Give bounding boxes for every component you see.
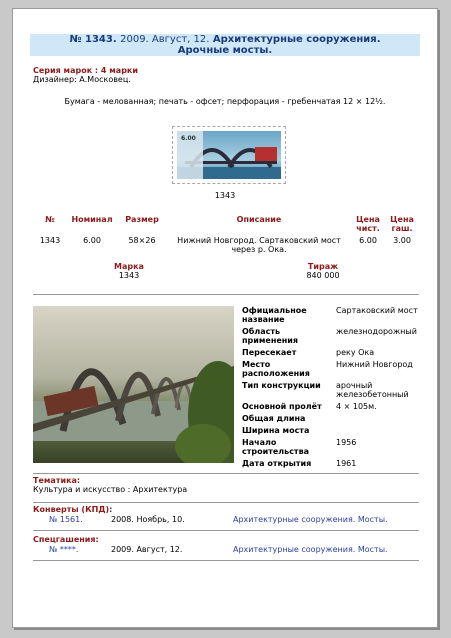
- theme-title: Архитектурные сооружения.: [212, 34, 381, 45]
- konverty-theme[interactable]: Архитектурные сооружения. Мосты.: [233, 515, 388, 524]
- col-price-used: Цена гаш.: [390, 215, 414, 233]
- stamp-denomination: 6.00: [181, 135, 196, 142]
- property-row: Дата открытия 1961: [242, 459, 357, 468]
- special-theme[interactable]: Архитектурные сооружения. Мосты.: [233, 545, 388, 554]
- row-price-used: 3.00: [393, 236, 411, 245]
- properties-table: [242, 306, 422, 471]
- stamp-image: [172, 126, 286, 184]
- row-price-mint: 6.00: [359, 236, 377, 245]
- series-label: Серия марок : 4 марки: [33, 66, 138, 75]
- property-row: Начало строительства 1956: [242, 438, 357, 456]
- divider: [33, 294, 419, 295]
- col-price-mint: Цена чист.: [356, 215, 380, 233]
- special-date: 2009. Август, 12.: [111, 545, 183, 554]
- property-row: Тип конструкции арочный железобетонный: [242, 381, 409, 399]
- property-row: Область применения железнодорожный: [242, 327, 417, 345]
- paper-info: Бумага - мелованная; печать - офсет; перфорация - гребенчатая 12 × 12½.: [64, 97, 386, 106]
- konverty-number[interactable]: № 1561.: [49, 515, 83, 524]
- property-row: Ширина моста: [242, 426, 310, 435]
- property-row: Место расположения Нижний Новгород: [242, 360, 413, 378]
- topic-label: Тематика:: [33, 476, 81, 485]
- col-description: Описание: [236, 215, 282, 224]
- property-row: Пересекает реку Ока: [242, 348, 375, 357]
- divider: [33, 502, 419, 503]
- page-title: [30, 34, 420, 56]
- mark-value: 1343: [118, 271, 140, 280]
- property-row: Официальное название Сартаковский мост: [242, 306, 418, 324]
- special-label: Спецгашения:: [33, 535, 99, 544]
- col-number: №: [45, 215, 55, 224]
- property-row: Общая длина: [242, 414, 306, 423]
- mark-block: [111, 262, 147, 280]
- divider: [33, 473, 419, 474]
- bridge-photo: [33, 306, 234, 463]
- divider: [33, 560, 419, 561]
- row-number: 1343: [39, 236, 61, 245]
- property-row: Основной пролёт 4 × 105м.: [242, 402, 377, 411]
- konverty-date: 2008. Ноябрь, 10.: [111, 515, 185, 524]
- row-nominal: 6.00: [83, 236, 101, 245]
- stamp-caption: 1343: [214, 191, 236, 200]
- col-size: Размер: [125, 215, 159, 224]
- tirazh-label: Тираж: [307, 262, 339, 271]
- stamp-number: № 1343.: [69, 34, 117, 45]
- subtitle: Арочные мосты.: [177, 45, 273, 56]
- issue-date: 2009. Август, 12.: [120, 34, 210, 45]
- konverty-label: Конверты (КПД):: [33, 505, 113, 514]
- tirazh-block: [301, 262, 345, 280]
- designer-text: Дизайнер: А.Московец.: [33, 75, 131, 84]
- special-number[interactable]: № ****.: [49, 545, 79, 554]
- divider: [33, 530, 419, 531]
- catalog-page: [12, 8, 438, 628]
- row-size: 58×26: [128, 236, 156, 245]
- tirazh-value: 840 000: [306, 271, 340, 280]
- row-description: Нижний Новгород. Сартаковский мост через р. Ока.: [177, 236, 341, 254]
- mark-label: Марка: [114, 262, 144, 271]
- table-header: [33, 215, 419, 233]
- bridge-photo-illustration: [33, 306, 234, 463]
- stamp-table: [33, 215, 419, 254]
- col-nominal: Номинал: [71, 215, 113, 224]
- table-row: [33, 233, 419, 254]
- topic-value: Культура и искусство : Архитектура: [33, 485, 188, 494]
